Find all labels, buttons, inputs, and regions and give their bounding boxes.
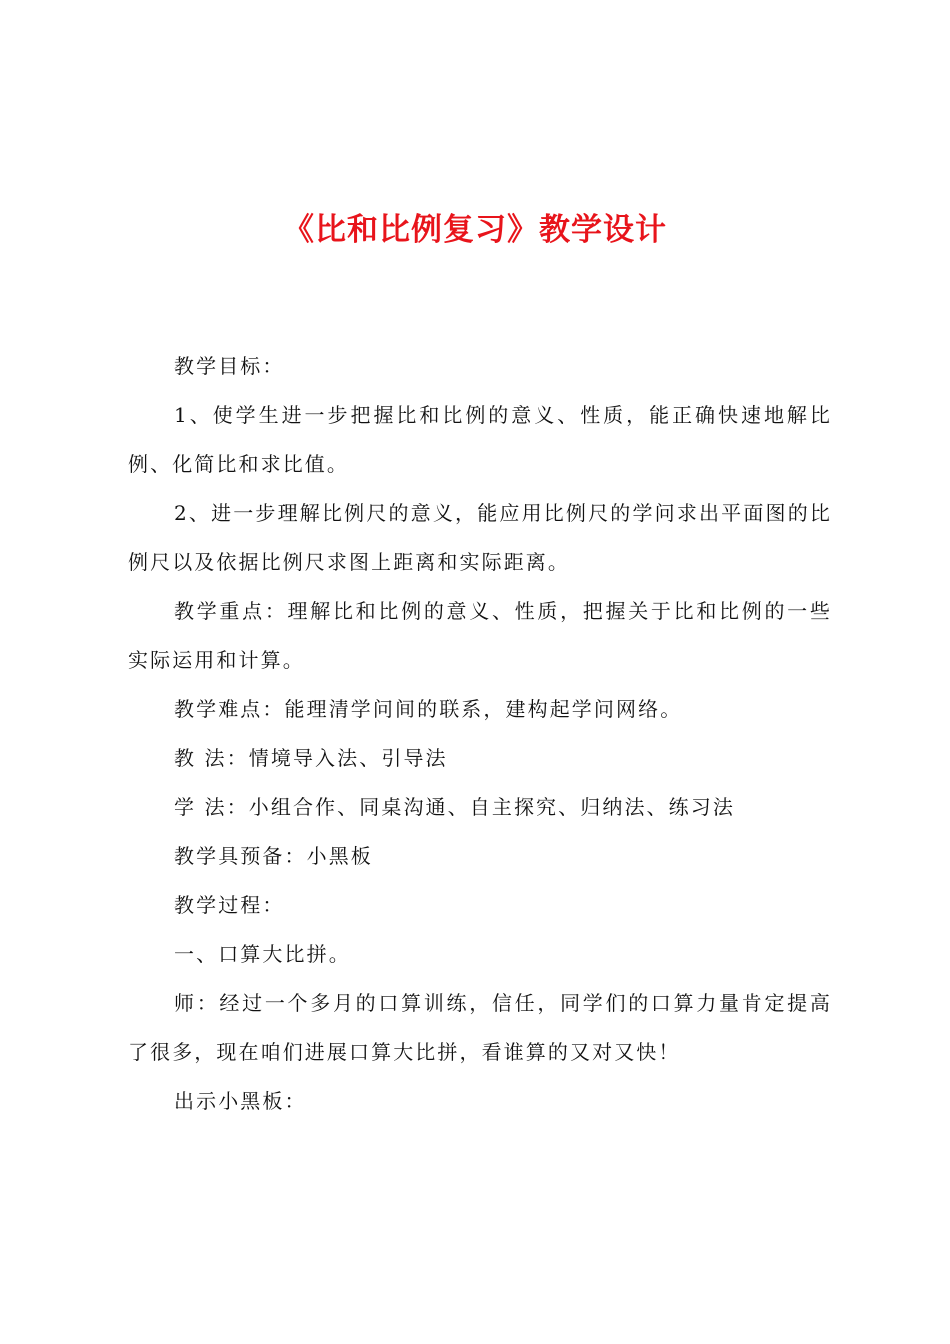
paragraph-key-points: 教学重点：理解比和比例的意义、性质，把握关于比和比例的一些实际运用和计算。 — [128, 599, 832, 672]
paragraph-objective-2: 2、进一步理解比例尺的意义，能应用比例尺的学问求出平面图的比例尺以及依据比例尺求图上距离和实际距离。 — [128, 501, 832, 574]
document-title: 《比和比例复习》教学设计 — [283, 212, 667, 248]
paragraph-materials: 教学具预备：小黑板 — [174, 844, 373, 868]
document-body — [128, 342, 832, 1126]
paragraph-teacher-speech: 师：经过一个多月的口算训练，信任，同学们的口算力量肯定提高了很多，现在咱们进展口算大比拼，看谁算的又对又快！ — [128, 991, 832, 1064]
paragraph-teaching-objectives-heading: 教学目标： — [174, 354, 285, 378]
paragraph-show-blackboard: 出示小黑板： — [174, 1089, 307, 1113]
paragraph-teaching-method: 教 法：情境导入法、引导法 — [174, 746, 448, 770]
paragraph-objective-1: 1、使学生进一步把握比和比例的意义、性质，能正确快速地解比例、化简比和求比值。 — [128, 403, 832, 476]
paragraph-learning-method: 学 法：小组合作、同桌沟通、自主探究、归纳法、练习法 — [174, 795, 735, 819]
paragraph-process-heading: 教学过程： — [174, 893, 285, 917]
paragraph-difficult-points: 教学难点：能理清学问间的联系，建构起学问网络。 — [174, 697, 683, 721]
paragraph-section-1: 一、口算大比拼。 — [174, 942, 351, 966]
